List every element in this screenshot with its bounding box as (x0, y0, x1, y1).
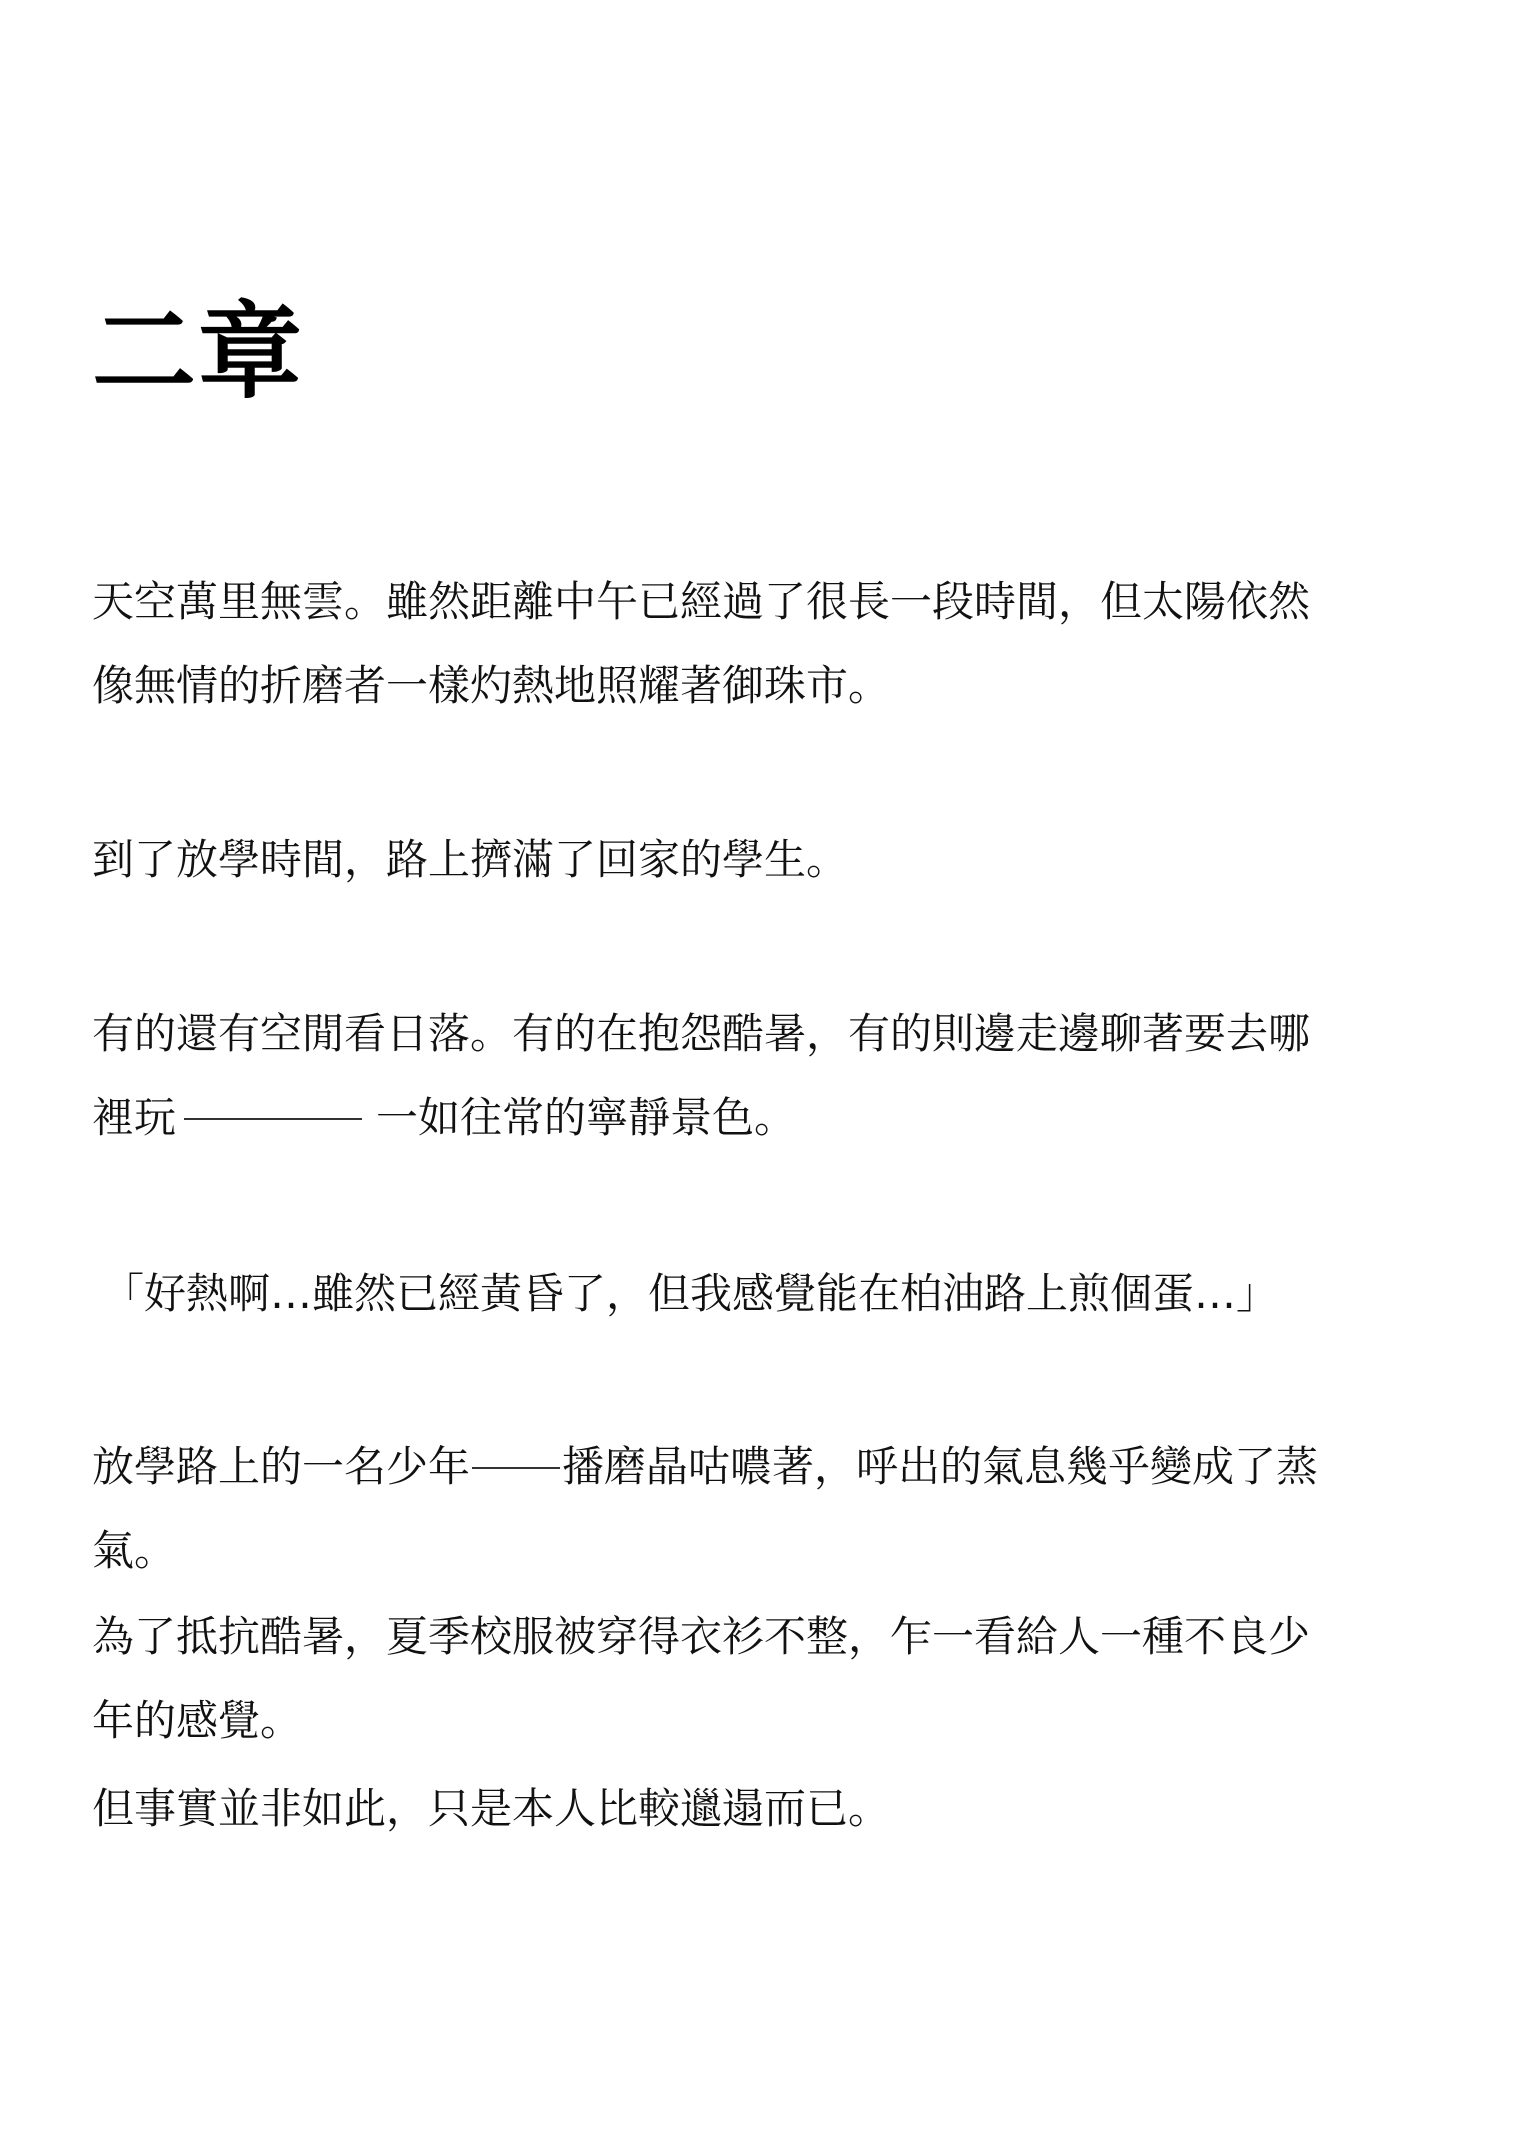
text-segment: 裡玩 (92, 1093, 177, 1142)
paragraph-line: 氣。 (92, 1526, 177, 1575)
paragraph-line: 到了放學時間，路上擠滿了回家的學生。 (92, 835, 849, 884)
paragraph-line: 但事實並非如此，只是本人比較邋遢而已。 (92, 1784, 891, 1833)
paragraph-line (92, 1441, 1318, 1493)
text-segment: 一如往常的寧靜景色。 (376, 1093, 797, 1142)
paragraph-line: 為了抵抗酷暑，夏季校服被穿得衣衫不整，乍一看給人一種不良少 (92, 1612, 1311, 1661)
text-segment: 放學路上的一名少年 (92, 1442, 471, 1491)
em-dash-rule (472, 1467, 560, 1469)
chapter-title: 二章 (92, 291, 305, 413)
paragraph-line: 天空萬里無雲。雖然距離中午已經過了很長一段時間，但太陽依然 (92, 577, 1311, 626)
paragraph-line: 像無情的折磨者一樣灼熱地照耀著御珠市。 (92, 661, 891, 710)
paragraph-line: 年的感覺。 (92, 1696, 303, 1745)
paragraph-line (92, 1092, 796, 1144)
dialogue-line: 「好熱啊…雖然已經黃昏了，但我感覺能在柏油路上煎個蛋…」 (102, 1269, 1279, 1318)
em-dash-rule (184, 1118, 362, 1120)
text-segment: 播磨晶咕噥著，呼出的氣息幾乎變成了蒸 (562, 1442, 1319, 1491)
paragraph-line: 有的還有空閒看日落。有的在抱怨酷暑，有的則邊走邊聊著要去哪 (92, 1009, 1311, 1058)
